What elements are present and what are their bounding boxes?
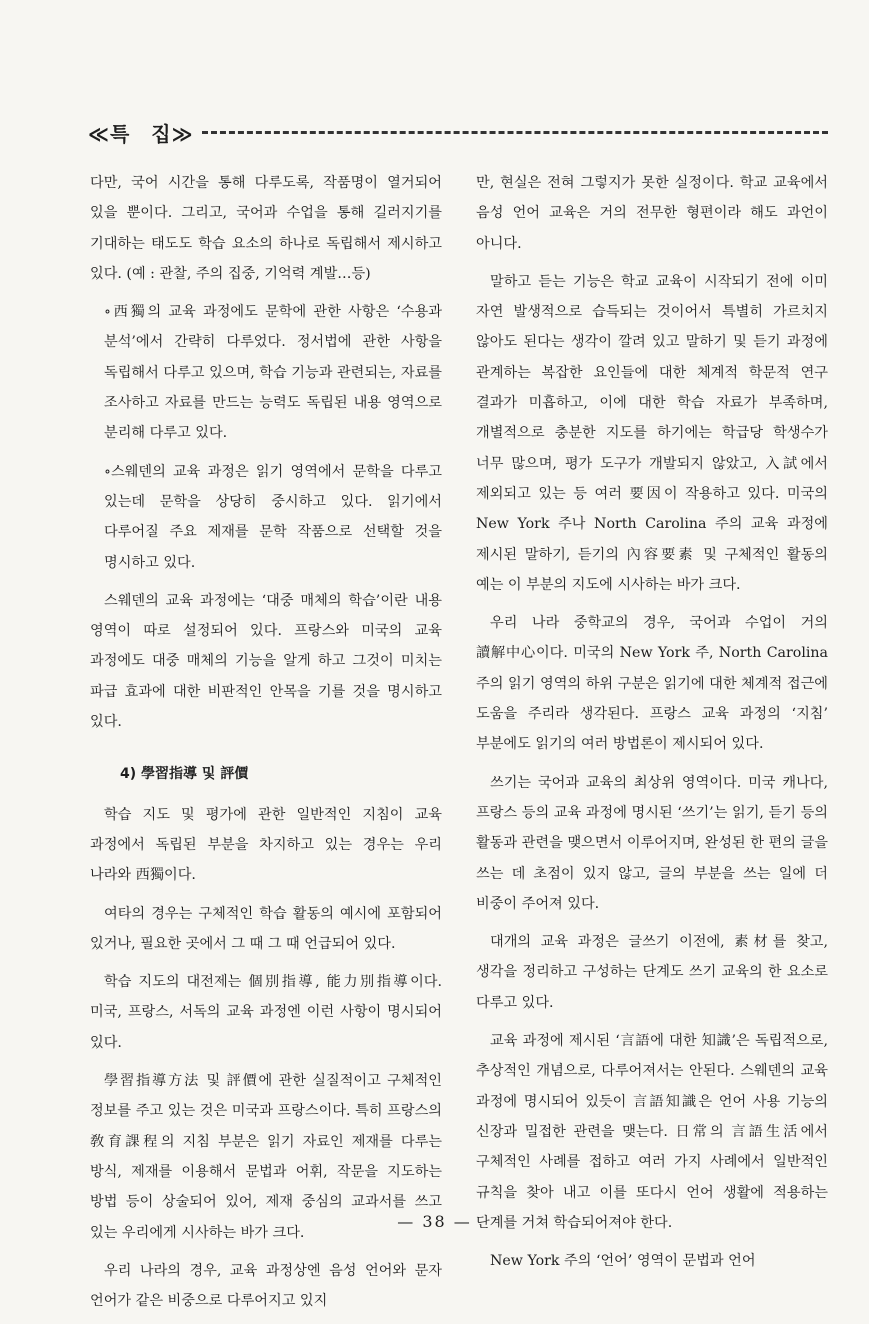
page-number: — 38 — [397,1212,472,1231]
paragraph: 學習指導方法 및 評價에 관한 실질적이고 구체적인 정보를 주고 있는 것은 미국과 프랑스이다. 특히 프랑스의 敎育課程의 지침 부분은 읽기 자료인 제재를 다루는 방식, 제재를 이용해서 문법과 어휘, 작문을 지도하는 방법 등이 상술되어 있어, 제재 중심의 교과서를 쓰고 있는 우리에게 시사하는 바가 크다. [90,1073,442,1241]
paragraph: 우리 나라 중학교의 경우, 국어과 수업이 거의 讀解中心이다. 미국의 New York 주, North Carolina 주의 읽기 영역의 하위 구분은 읽기에 대한 체계적 접근에 도움을 주리라 생각된다. 프랑스 교육 과정의 ‘지침’ 부분에도 읽기의 여러 방법론이 제시되어 있다. [476,615,828,753]
section-heading: 4) 學習指導 및 評價 [120,766,249,783]
paragraph: ∘스웨덴의 교육 과정은 읽기 영역에서 문학을 다루고 있는데 문학을 상당히 중시하고 있다. 읽기에서 다루어질 주요 제재를 문학 작품으로 선택할 것을 명시하고 있다. [104,463,442,571]
paragraph: ∘西獨의 교육 과정에도 문학에 관한 사항은 ‘수용과 분석’에서 간략히 다루었다. 정서법에 관한 사항을 독립해서 다루고 있으며, 학습 기능과 관련되는, 자료를 조사하고 자료를 만드는 능력도 독립된 내용 영역으로 분리해 다루고 있다. [104,304,442,442]
paragraph: 여타의 경우는 구체적인 학습 활동의 예시에 포함되어 있거나, 필요한 곳에서 그 때 그 때 언급되어 있다. [90,905,442,952]
paragraph: 대개의 교육 과정은 글쓰기 이전에, 素材를 찾고, 생각을 정리하고 구성하는 단계도 쓰기 교육의 한 요소로 다루고 있다. [476,934,828,1011]
left-column [90,168,442,1324]
paragraph: 스웨덴의 교육 과정에는 ‘대중 매체의 학습’이란 내용 영역이 따로 설정되어 있다. 프랑스와 미국의 교육 과정에도 대중 매체의 기능을 알게 하고 그것이 미치는 파급 효과에 대한 비판적인 안목을 기를 것을 명시하고 있다. [90,592,442,731]
paragraph: 쓰기는 국어과 교육의 최상위 영역이다. 미국 캐나다, 프랑스 등의 교육 과정에 명시된 ‘쓰기’는 읽기, 듣기 등의 활동과 관련을 맺으면서 이루어지며, 완성된 한 편의 글을 쓰는 데 초점이 있지 않고, 글의 부분을 쓰는 일에 더 비중이 주어져 있다. [476,774,828,912]
paragraph: 말하고 듣는 기능은 학교 교육이 시작되기 전에 이미 자연 발생적으로 습득되는 것이어서 특별히 가르치지 않아도 된다는 생각이 깔려 있고 말하기 및 듣기 과정에 관계하는 복잡한 요인들에 대한 체계적 학문적 연구 결과가 미흡하고, 이에 대한 학습 자료가 부족하며, 개별적으로 충분한 지도를 하기에는 학급당 학생수가 너무 많으며, 평가 도구가 개발되지 않았고, 入試에서 제외되고 있는 등 여러 要因이 작용하고 있다. 미국의 New York 주나 North Carolina 주의 교육 과정에 제시된 말하기, 듣기의 內容要素 및 구체적인 활동의 예는 이 부분의 지도에 시사하는 바가 크다. [476,273,828,593]
paragraph: 교육 과정에 제시된 ‘言語에 대한 知識’은 독립적으로, 추상적인 개념으로, 다루어져서는 안된다. 스웨덴의 교육 과정에 명시되어 있듯이 言語知識은 언어 사용 기능의 신장과 밀접한 관련을 맺는다. 日常의 言語生活에서 구체적인 사례를 접하고 여러 가지 사례에서 일반적인 규칙을 찾아 내고 이를 또다시 언어 생활에 적용하는 단계를 거쳐 학습되어져야 한다. [476,1033,828,1231]
header-dashed-rule [202,131,828,134]
paragraph: 만, 현실은 전혀 그렇지가 못한 실정이다. 학교 교육에서 음성 언어 교육은 거의 전무한 형편이라 해도 과언이 아니다. [476,175,828,252]
paragraph: 학습 지도 및 평가에 관한 일반적인 지침이 교육 과정에서 독립된 부분을 차지하고 있는 경우는 우리 나라와 西獨이다. [90,806,442,884]
paragraph: New York 주의 ‘언어’ 영역이 문법과 언어 [490,1253,756,1270]
paragraph: 학습 지도의 대전제는 個別指導, 能力別指導이다. 미국, 프랑스, 서독의 교육 과정엔 이런 사항이 명시되어 있다. [90,974,442,1051]
paragraph: 다만, 국어 시간을 통해 다루도록, 작품명이 열거되어 있을 뿐이다. 그리고, 국어과 수업을 통해 길러지기를 기대하는 태도도 학습 요소의 하나로 독립해서 제시하고 있다. (예 : 관찰, 주의 집중, 기억력 계발…등) [90,175,442,282]
section-header [88,118,828,146]
paragraph: 우리 나라의 경우, 교육 과정상엔 음성 언어와 문자 언어가 같은 비중으로 다루어지고 있지 [90,1262,442,1310]
header-title: ≪특 집≫ [88,121,194,146]
right-column [476,168,828,1284]
